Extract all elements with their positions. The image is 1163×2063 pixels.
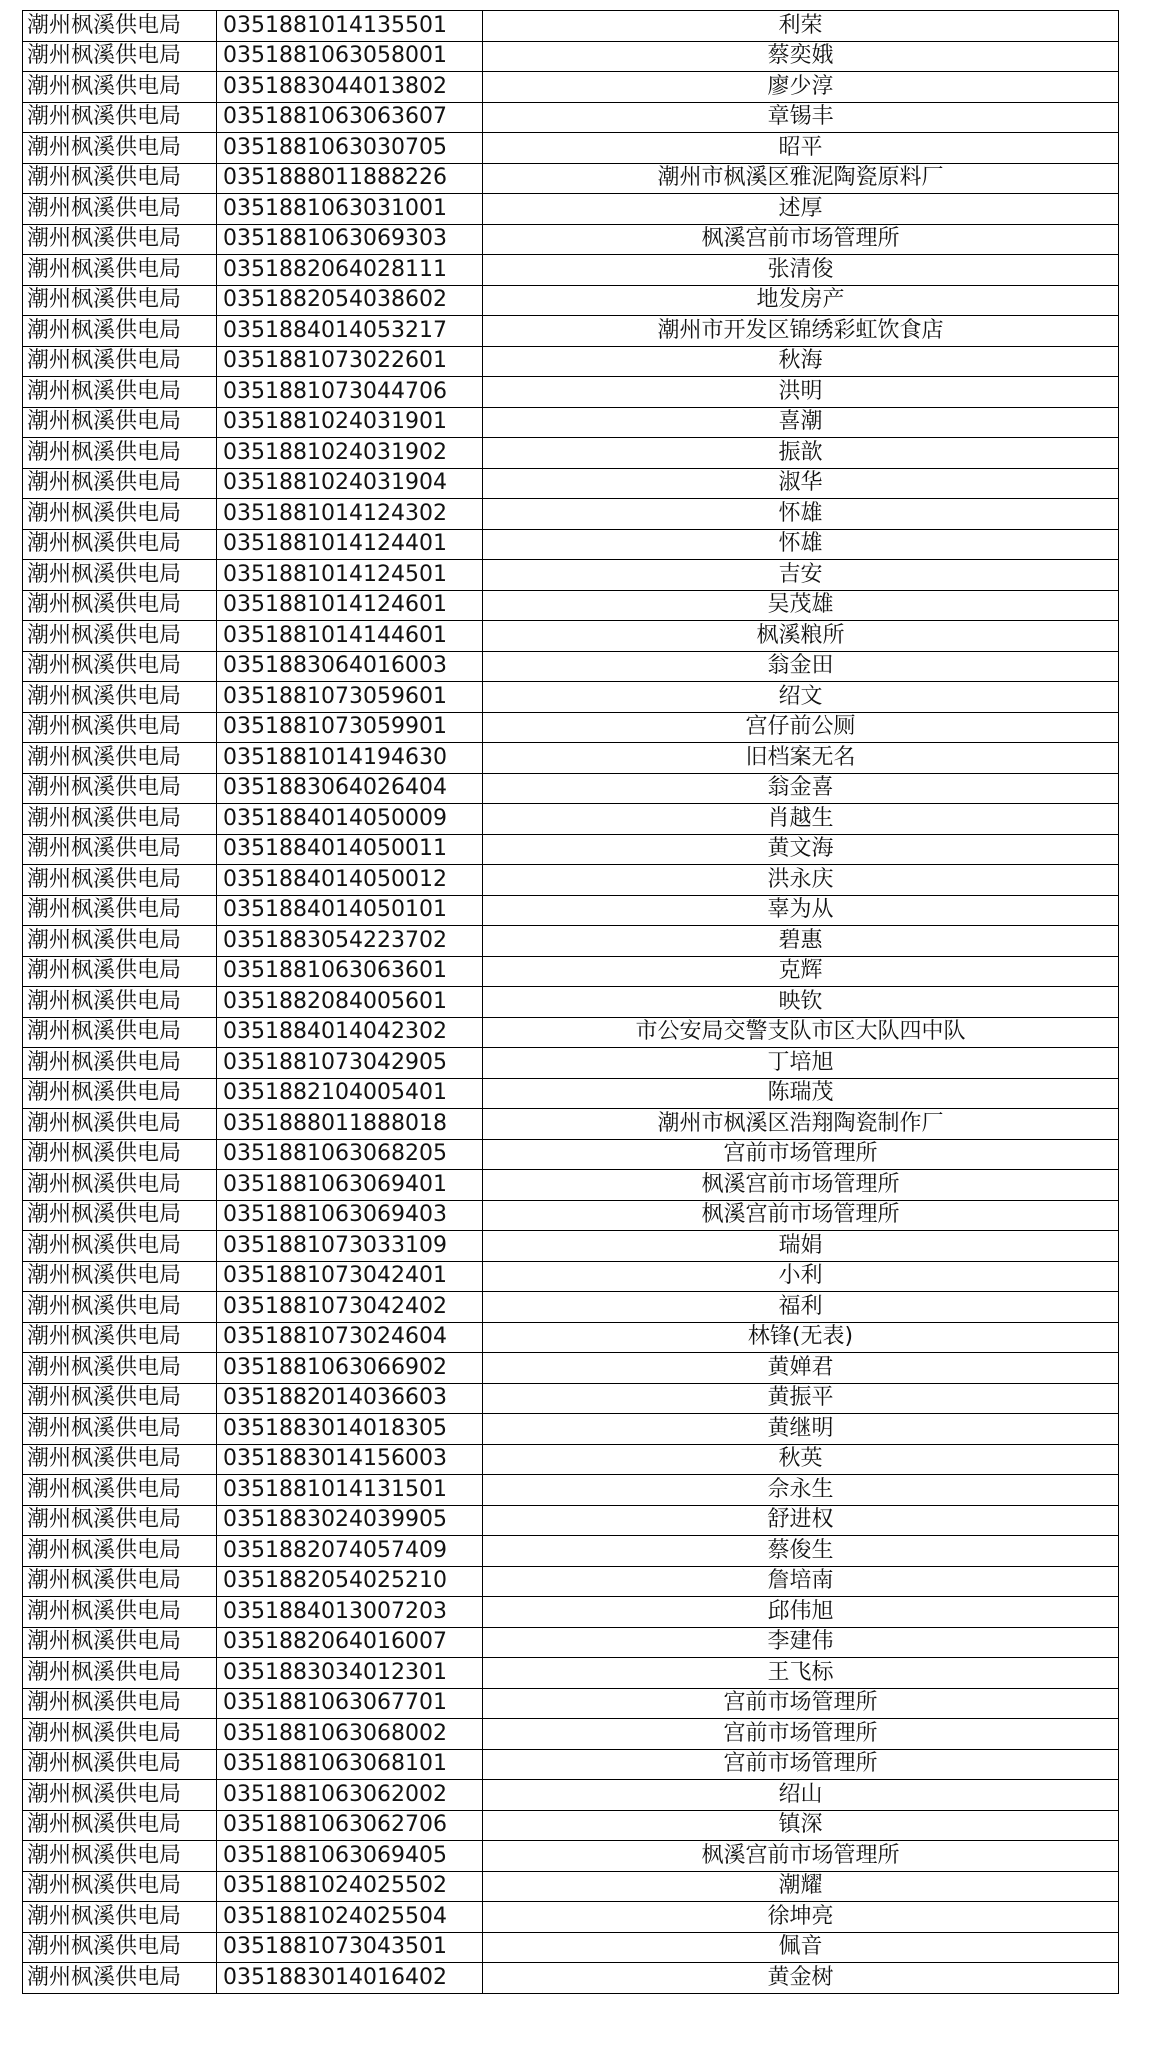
org-cell: 潮州枫溪供电局 <box>23 11 217 42</box>
table-row <box>23 1444 1119 1475</box>
account-number-cell: 0351881063069303 <box>217 224 483 255</box>
customer-name-cell: 枫溪宫前市场管理所 <box>483 1170 1119 1201</box>
table-row <box>23 682 1119 713</box>
account-number-cell: 0351883014156003 <box>217 1444 483 1475</box>
table-row <box>23 529 1119 560</box>
account-number-cell: 0351881073033109 <box>217 1231 483 1262</box>
customer-name-cell: 秋英 <box>483 1444 1119 1475</box>
customer-name-cell: 吴茂雄 <box>483 590 1119 621</box>
table-row <box>23 560 1119 591</box>
account-number-cell: 0351883054223702 <box>217 926 483 957</box>
customer-name-cell: 绍文 <box>483 682 1119 713</box>
account-number-cell: 0351881014124401 <box>217 529 483 560</box>
org-cell: 潮州枫溪供电局 <box>23 1688 217 1719</box>
account-number-cell: 0351881014194630 <box>217 743 483 774</box>
org-cell: 潮州枫溪供电局 <box>23 1597 217 1628</box>
org-cell: 潮州枫溪供电局 <box>23 224 217 255</box>
account-number-cell: 0351881073042401 <box>217 1261 483 1292</box>
customer-name-cell: 辜为从 <box>483 895 1119 926</box>
account-number-cell: 0351881073044706 <box>217 377 483 408</box>
account-number-cell: 0351884014050009 <box>217 804 483 835</box>
table-row <box>23 712 1119 743</box>
org-cell: 潮州枫溪供电局 <box>23 41 217 72</box>
org-cell: 潮州枫溪供电局 <box>23 1078 217 1109</box>
table-row <box>23 346 1119 377</box>
customer-name-cell: 小利 <box>483 1261 1119 1292</box>
account-number-cell: 0351881063062706 <box>217 1810 483 1841</box>
table-row <box>23 72 1119 103</box>
customer-name-cell: 邱伟旭 <box>483 1597 1119 1628</box>
org-cell: 潮州枫溪供电局 <box>23 1841 217 1872</box>
customer-name-cell: 张清俊 <box>483 255 1119 286</box>
table-row <box>23 438 1119 469</box>
customer-name-cell: 市公安局交警支队市区大队四中队 <box>483 1017 1119 1048</box>
account-number-cell: 0351882054038602 <box>217 285 483 316</box>
customer-name-cell: 徐坤亮 <box>483 1902 1119 1933</box>
customer-name-cell: 李建伟 <box>483 1627 1119 1658</box>
account-number-cell: 0351881063063601 <box>217 956 483 987</box>
customer-name-cell: 镇深 <box>483 1810 1119 1841</box>
account-number-cell: 0351888011888018 <box>217 1109 483 1140</box>
account-number-cell: 0351882014036603 <box>217 1383 483 1414</box>
table-row <box>23 41 1119 72</box>
customer-name-cell: 宫仔前公厕 <box>483 712 1119 743</box>
account-number-cell: 0351881073042402 <box>217 1292 483 1323</box>
table-row <box>23 1109 1119 1140</box>
table-row <box>23 1078 1119 1109</box>
table-row <box>23 804 1119 835</box>
account-number-cell: 0351881024031904 <box>217 468 483 499</box>
customer-name-cell: 黄继明 <box>483 1414 1119 1445</box>
table-row <box>23 133 1119 164</box>
org-cell: 潮州枫溪供电局 <box>23 377 217 408</box>
account-number-cell: 0351881063063607 <box>217 102 483 133</box>
account-number-cell: 0351883044013802 <box>217 72 483 103</box>
account-number-cell: 0351881073042905 <box>217 1048 483 1079</box>
customer-name-cell: 宫前市场管理所 <box>483 1139 1119 1170</box>
table-row <box>23 1292 1119 1323</box>
account-number-cell: 0351881014131501 <box>217 1475 483 1506</box>
table-row <box>23 407 1119 438</box>
org-cell: 潮州枫溪供电局 <box>23 346 217 377</box>
customer-name-cell: 肖越生 <box>483 804 1119 835</box>
customer-name-cell: 潮州市枫溪区雅泥陶瓷原料厂 <box>483 163 1119 194</box>
table-row <box>23 11 1119 42</box>
table-row <box>23 194 1119 225</box>
account-number-cell: 0351884014050012 <box>217 865 483 896</box>
org-cell: 潮州枫溪供电局 <box>23 560 217 591</box>
account-number-cell: 0351882104005401 <box>217 1078 483 1109</box>
table-row <box>23 285 1119 316</box>
customer-name-cell: 佩音 <box>483 1932 1119 1963</box>
customer-name-cell: 枫溪宫前市场管理所 <box>483 1200 1119 1231</box>
org-cell: 潮州枫溪供电局 <box>23 133 217 164</box>
customer-table <box>22 10 1119 1994</box>
org-cell: 潮州枫溪供电局 <box>23 1353 217 1384</box>
account-number-cell: 0351881014135501 <box>217 11 483 42</box>
customer-name-cell: 潮州市开发区锦绣彩虹饮食店 <box>483 316 1119 347</box>
org-cell: 潮州枫溪供电局 <box>23 72 217 103</box>
org-cell: 潮州枫溪供电局 <box>23 1902 217 1933</box>
table-row <box>23 1749 1119 1780</box>
table-row <box>23 1871 1119 1902</box>
org-cell: 潮州枫溪供电局 <box>23 1658 217 1689</box>
org-cell: 潮州枫溪供电局 <box>23 285 217 316</box>
customer-name-cell: 陈瑞茂 <box>483 1078 1119 1109</box>
table-row <box>23 468 1119 499</box>
customer-name-cell: 洪永庆 <box>483 865 1119 896</box>
customer-name-cell: 黄文海 <box>483 834 1119 865</box>
customer-name-cell: 黄振平 <box>483 1383 1119 1414</box>
account-number-cell: 0351884013007203 <box>217 1597 483 1628</box>
customer-name-cell: 地发房产 <box>483 285 1119 316</box>
org-cell: 潮州枫溪供电局 <box>23 1414 217 1445</box>
org-cell: 潮州枫溪供电局 <box>23 1932 217 1963</box>
org-cell: 潮州枫溪供电局 <box>23 1292 217 1323</box>
table-row <box>23 1414 1119 1445</box>
account-number-cell: 0351883064016003 <box>217 651 483 682</box>
org-cell: 潮州枫溪供电局 <box>23 1139 217 1170</box>
account-number-cell: 0351881014124601 <box>217 590 483 621</box>
table-row <box>23 1017 1119 1048</box>
table-row <box>23 1688 1119 1719</box>
account-number-cell: 0351881024031902 <box>217 438 483 469</box>
account-number-cell: 0351883034012301 <box>217 1658 483 1689</box>
customer-name-cell: 翁金田 <box>483 651 1119 682</box>
org-cell: 潮州枫溪供电局 <box>23 1749 217 1780</box>
table-row <box>23 316 1119 347</box>
customer-name-cell: 舒进权 <box>483 1505 1119 1536</box>
org-cell: 潮州枫溪供电局 <box>23 712 217 743</box>
account-number-cell: 0351881024025502 <box>217 1871 483 1902</box>
account-number-cell: 0351883014016402 <box>217 1963 483 1994</box>
customer-name-cell: 潮耀 <box>483 1871 1119 1902</box>
table-row <box>23 834 1119 865</box>
customer-name-cell: 吉安 <box>483 560 1119 591</box>
customer-name-cell: 宫前市场管理所 <box>483 1749 1119 1780</box>
account-number-cell: 0351882064016007 <box>217 1627 483 1658</box>
table-row <box>23 1658 1119 1689</box>
customer-name-cell: 章锡丰 <box>483 102 1119 133</box>
account-number-cell: 0351881024025504 <box>217 1902 483 1933</box>
table-row <box>23 1139 1119 1170</box>
customer-name-cell: 秋海 <box>483 346 1119 377</box>
table-row <box>23 163 1119 194</box>
customer-name-cell: 洪明 <box>483 377 1119 408</box>
customer-name-cell: 碧惠 <box>483 926 1119 957</box>
org-cell: 潮州枫溪供电局 <box>23 1170 217 1201</box>
customer-name-cell: 宫前市场管理所 <box>483 1719 1119 1750</box>
org-cell: 潮州枫溪供电局 <box>23 1383 217 1414</box>
org-cell: 潮州枫溪供电局 <box>23 804 217 835</box>
customer-name-cell: 旧档案无名 <box>483 743 1119 774</box>
account-number-cell: 0351882054025210 <box>217 1566 483 1597</box>
account-number-cell: 0351881063030705 <box>217 133 483 164</box>
org-cell: 潮州枫溪供电局 <box>23 407 217 438</box>
org-cell: 潮州枫溪供电局 <box>23 743 217 774</box>
table-row <box>23 1932 1119 1963</box>
table-row <box>23 1231 1119 1262</box>
account-number-cell: 0351884014042302 <box>217 1017 483 1048</box>
table-row <box>23 1566 1119 1597</box>
org-cell: 潮州枫溪供电局 <box>23 1017 217 1048</box>
table-row <box>23 1719 1119 1750</box>
customer-name-cell: 振歆 <box>483 438 1119 469</box>
account-number-cell: 0351883064026404 <box>217 773 483 804</box>
customer-name-cell: 詹培南 <box>483 1566 1119 1597</box>
table-row <box>23 865 1119 896</box>
table-row <box>23 1627 1119 1658</box>
customer-name-cell: 林锋(无表) <box>483 1322 1119 1353</box>
table-row <box>23 255 1119 286</box>
table-row <box>23 621 1119 652</box>
customer-name-cell: 怀雄 <box>483 499 1119 530</box>
account-number-cell: 0351881014124302 <box>217 499 483 530</box>
table-row <box>23 926 1119 957</box>
org-cell: 潮州枫溪供电局 <box>23 956 217 987</box>
table-row <box>23 1170 1119 1201</box>
customer-name-cell: 宫前市场管理所 <box>483 1688 1119 1719</box>
account-number-cell: 0351882084005601 <box>217 987 483 1018</box>
table-row <box>23 1048 1119 1079</box>
org-cell: 潮州枫溪供电局 <box>23 682 217 713</box>
table-row <box>23 1810 1119 1841</box>
org-cell: 潮州枫溪供电局 <box>23 163 217 194</box>
customer-name-cell: 瑞娟 <box>483 1231 1119 1262</box>
org-cell: 潮州枫溪供电局 <box>23 1810 217 1841</box>
table-row <box>23 987 1119 1018</box>
table-row <box>23 102 1119 133</box>
account-number-cell: 0351884014053217 <box>217 316 483 347</box>
customer-name-cell: 黄金树 <box>483 1963 1119 1994</box>
customer-name-cell: 丁培旭 <box>483 1048 1119 1079</box>
account-number-cell: 0351881063069401 <box>217 1170 483 1201</box>
table-row <box>23 1902 1119 1933</box>
account-number-cell: 0351881063069403 <box>217 1200 483 1231</box>
account-number-cell: 0351881063069405 <box>217 1841 483 1872</box>
table-row <box>23 1597 1119 1628</box>
customer-name-cell: 佘永生 <box>483 1475 1119 1506</box>
account-number-cell: 0351881063058001 <box>217 41 483 72</box>
account-number-cell: 0351881014144601 <box>217 621 483 652</box>
org-cell: 潮州枫溪供电局 <box>23 1231 217 1262</box>
org-cell: 潮州枫溪供电局 <box>23 1322 217 1353</box>
account-number-cell: 0351881014124501 <box>217 560 483 591</box>
account-number-cell: 0351881073059601 <box>217 682 483 713</box>
table-row <box>23 743 1119 774</box>
org-cell: 潮州枫溪供电局 <box>23 621 217 652</box>
org-cell: 潮州枫溪供电局 <box>23 590 217 621</box>
org-cell: 潮州枫溪供电局 <box>23 438 217 469</box>
customer-name-cell: 映钦 <box>483 987 1119 1018</box>
org-cell: 潮州枫溪供电局 <box>23 499 217 530</box>
customer-name-cell: 枫溪宫前市场管理所 <box>483 224 1119 255</box>
account-number-cell: 0351881073022601 <box>217 346 483 377</box>
customer-name-cell: 王飞标 <box>483 1658 1119 1689</box>
table-row <box>23 1536 1119 1567</box>
org-cell: 潮州枫溪供电局 <box>23 865 217 896</box>
customer-name-cell: 廖少淳 <box>483 72 1119 103</box>
customer-table-body <box>23 11 1119 1994</box>
table-row <box>23 895 1119 926</box>
account-number-cell: 0351881024031901 <box>217 407 483 438</box>
org-cell: 潮州枫溪供电局 <box>23 1871 217 1902</box>
account-number-cell: 0351881073043501 <box>217 1932 483 1963</box>
account-number-cell: 0351884014050011 <box>217 834 483 865</box>
table-row <box>23 1780 1119 1811</box>
org-cell: 潮州枫溪供电局 <box>23 1261 217 1292</box>
customer-name-cell: 枫溪宫前市场管理所 <box>483 1841 1119 1872</box>
org-cell: 潮州枫溪供电局 <box>23 987 217 1018</box>
account-number-cell: 0351881073059901 <box>217 712 483 743</box>
org-cell: 潮州枫溪供电局 <box>23 1963 217 1994</box>
table-row <box>23 773 1119 804</box>
org-cell: 潮州枫溪供电局 <box>23 1566 217 1597</box>
customer-name-cell: 枫溪粮所 <box>483 621 1119 652</box>
customer-name-cell: 绍山 <box>483 1780 1119 1811</box>
customer-name-cell: 喜潮 <box>483 407 1119 438</box>
table-row <box>23 377 1119 408</box>
org-cell: 潮州枫溪供电局 <box>23 194 217 225</box>
account-number-cell: 0351881063068101 <box>217 1749 483 1780</box>
table-row <box>23 1261 1119 1292</box>
org-cell: 潮州枫溪供电局 <box>23 773 217 804</box>
org-cell: 潮州枫溪供电局 <box>23 1200 217 1231</box>
customer-name-cell: 利荣 <box>483 11 1119 42</box>
account-number-cell: 0351884014050101 <box>217 895 483 926</box>
table-row <box>23 1841 1119 1872</box>
customer-name-cell: 翁金喜 <box>483 773 1119 804</box>
table-row <box>23 224 1119 255</box>
customer-name-cell: 怀雄 <box>483 529 1119 560</box>
customer-name-cell: 述厚 <box>483 194 1119 225</box>
table-row <box>23 1200 1119 1231</box>
org-cell: 潮州枫溪供电局 <box>23 1475 217 1506</box>
account-number-cell: 0351888011888226 <box>217 163 483 194</box>
org-cell: 潮州枫溪供电局 <box>23 529 217 560</box>
account-number-cell: 0351881063031001 <box>217 194 483 225</box>
customer-name-cell: 福利 <box>483 1292 1119 1323</box>
org-cell: 潮州枫溪供电局 <box>23 468 217 499</box>
customer-name-cell: 蔡奕娥 <box>483 41 1119 72</box>
org-cell: 潮州枫溪供电局 <box>23 1444 217 1475</box>
customer-name-cell: 黄婵君 <box>483 1353 1119 1384</box>
org-cell: 潮州枫溪供电局 <box>23 834 217 865</box>
customer-name-cell: 昭平 <box>483 133 1119 164</box>
table-row <box>23 1353 1119 1384</box>
account-number-cell: 0351883024039905 <box>217 1505 483 1536</box>
account-number-cell: 0351881063062002 <box>217 1780 483 1811</box>
org-cell: 潮州枫溪供电局 <box>23 316 217 347</box>
org-cell: 潮州枫溪供电局 <box>23 1109 217 1140</box>
table-row <box>23 1963 1119 1994</box>
org-cell: 潮州枫溪供电局 <box>23 1719 217 1750</box>
account-number-cell: 0351881073024604 <box>217 1322 483 1353</box>
org-cell: 潮州枫溪供电局 <box>23 895 217 926</box>
org-cell: 潮州枫溪供电局 <box>23 651 217 682</box>
account-number-cell: 0351881063068002 <box>217 1719 483 1750</box>
org-cell: 潮州枫溪供电局 <box>23 255 217 286</box>
table-row <box>23 1475 1119 1506</box>
org-cell: 潮州枫溪供电局 <box>23 1780 217 1811</box>
customer-name-cell: 潮州市枫溪区浩翔陶瓷制作厂 <box>483 1109 1119 1140</box>
table-row <box>23 956 1119 987</box>
account-number-cell: 0351881063067701 <box>217 1688 483 1719</box>
org-cell: 潮州枫溪供电局 <box>23 1048 217 1079</box>
org-cell: 潮州枫溪供电局 <box>23 1627 217 1658</box>
table-row <box>23 1383 1119 1414</box>
org-cell: 潮州枫溪供电局 <box>23 102 217 133</box>
table-row <box>23 590 1119 621</box>
customer-name-cell: 淑华 <box>483 468 1119 499</box>
account-number-cell: 0351881063066902 <box>217 1353 483 1384</box>
account-number-cell: 0351881063068205 <box>217 1139 483 1170</box>
table-row <box>23 499 1119 530</box>
account-number-cell: 0351882064028111 <box>217 255 483 286</box>
table-row <box>23 651 1119 682</box>
org-cell: 潮州枫溪供电局 <box>23 1536 217 1567</box>
account-number-cell: 0351883014018305 <box>217 1414 483 1445</box>
org-cell: 潮州枫溪供电局 <box>23 1505 217 1536</box>
table-row <box>23 1322 1119 1353</box>
customer-name-cell: 克辉 <box>483 956 1119 987</box>
table-row <box>23 1505 1119 1536</box>
org-cell: 潮州枫溪供电局 <box>23 926 217 957</box>
customer-name-cell: 蔡俊生 <box>483 1536 1119 1567</box>
account-number-cell: 0351882074057409 <box>217 1536 483 1567</box>
